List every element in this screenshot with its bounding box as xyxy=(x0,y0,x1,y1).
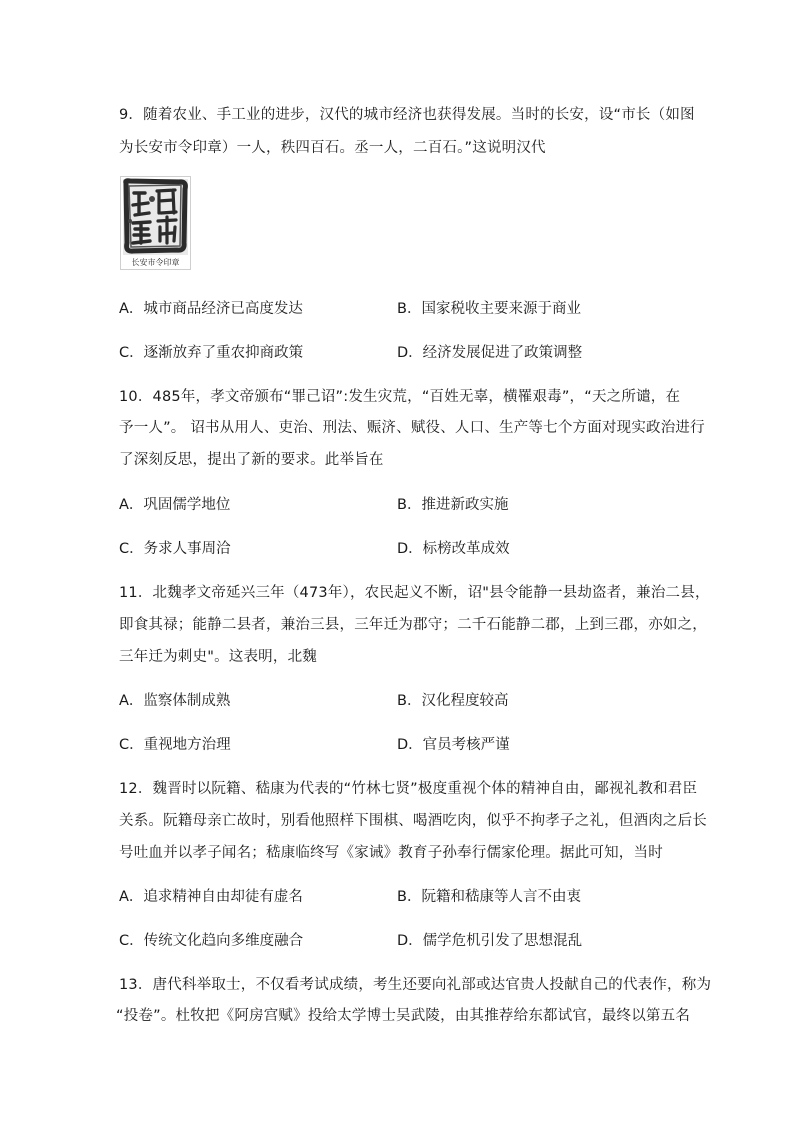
q13-stem-line1: 13．唐代科举取士，不仅看考试成绩，考生还要向礼部或达官贵人投献自己的代表作，称为 xyxy=(119,977,712,993)
q11-stem-line3: 三年迁为刺史"。这表明，北魏 xyxy=(119,649,317,665)
q10-stem-line2: 予一人”。 诏书从用人、吏治、刑法、赈济、赋役、人口、生产等七个方面对现实政治进行 xyxy=(119,420,705,436)
q12-option-c[interactable]: C．传统文化趋向多维度融合 xyxy=(119,933,304,949)
seal-figure xyxy=(120,176,191,270)
q12-option-b[interactable]: B．阮籍和嵇康等人言不由衷 xyxy=(397,889,581,905)
q11-stem-line2: 即食其禄；能静二县者，兼治三县，三年迁为郡守；二千石能静二郡，上到三郡，亦如之， xyxy=(119,617,707,633)
q11-option-c[interactable]: C．重视地方治理 xyxy=(119,737,231,753)
q10-option-a[interactable]: A．巩固儒学地位 xyxy=(119,497,231,513)
q10-option-b[interactable]: B．推进新政实施 xyxy=(397,497,509,513)
q11-option-b[interactable]: B．汉化程度较高 xyxy=(397,693,509,709)
q12-stem-line2: 关系。阮籍母亲亡故时，别看他照样下围棋、喝酒吃肉，似乎不拘孝子之礼，但酒肉之后长 xyxy=(119,813,707,829)
seal-caption: 长安市令印章 xyxy=(131,258,180,267)
q10-stem-line3: 了深刻反思，提出了新的要求。此举旨在 xyxy=(119,452,384,468)
q10-option-c[interactable]: C．务求人事周洽 xyxy=(119,541,231,557)
q9-stem-line1: 9．随着农业、手工业的进步，汉代的城市经济也获得发展。当时的长安，设“市长（如图 xyxy=(119,107,695,123)
q12-option-a[interactable]: A．追求精神自由却徒有虚名 xyxy=(119,889,303,905)
q12-stem-line1: 12．魏晋时以阮籍、嵇康为代表的“竹林七贤”极度重视个体的精神自由，鄙视礼教和君臣 xyxy=(119,781,698,797)
q9-stem-line2: 为长安市令印章）一人，秩四百石。丞一人，二百石。”这说明汉代 xyxy=(119,140,546,156)
seal-stamp-image xyxy=(121,177,190,257)
q9-option-b[interactable]: B．国家税收主要来源于商业 xyxy=(397,301,581,317)
q9-option-d[interactable]: D．经济发展促进了政策调整 xyxy=(397,345,583,361)
q11-option-d[interactable]: D．官员考核严谨 xyxy=(397,737,510,753)
q12-stem-line3: 号吐血并以孝子闻名；嵇康临终写《家诫》教育子孙奉行儒家伦理。据此可知，当时 xyxy=(119,845,663,861)
q12-option-d[interactable]: D．儒学危机引发了思想混乱 xyxy=(397,933,583,949)
q10-option-d[interactable]: D．标榜改革成效 xyxy=(397,541,510,557)
q10-stem-line1: 10．485年，孝文帝颁布“罪己诏”:发生灾荒，“百姓无辜，横罹艰毒”，“天之所谴，在 xyxy=(119,389,681,405)
q11-option-a[interactable]: A．监察体制成熟 xyxy=(119,693,231,709)
q13-stem-line2: “投卷”。杜牧把《阿房宫赋》投给太学博士吴武陵，由其推荐给东都试官，最终以第五名 xyxy=(116,1008,691,1024)
q9-option-c[interactable]: C．逐渐放弃了重农抑商政策 xyxy=(119,345,304,361)
q11-stem-line1: 11．北魏孝文帝延兴三年（473年），农民起义不断，诏"县令能静一县劫盗者，兼治二县， xyxy=(119,585,710,601)
q9-option-a[interactable]: A．城市商品经济已高度发达 xyxy=(119,301,303,317)
